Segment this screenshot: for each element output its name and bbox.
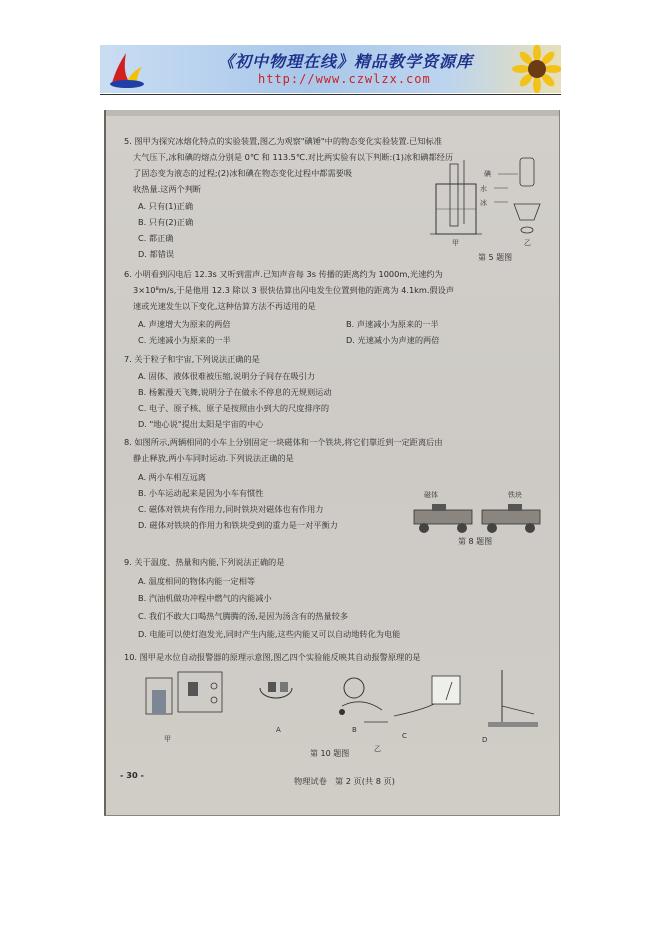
q7-option-b: B. 杨絮漫天飞舞,说明分子在做永不停息的无规则运动: [138, 387, 332, 397]
q7-option-c: C. 电子、原子核、原子是按照由小到大的尺度排序的: [138, 403, 330, 413]
q8-option-d: D. 磁体对铁块的作用力和铁块受到的重力是一对平衡力: [138, 520, 338, 530]
q5-option-d: D. 都错误: [138, 249, 175, 259]
q8-label-iron: 铁块: [508, 491, 522, 499]
q6-line2: 3×10⁸m/s,于是他用 12.3 除以 3 很快估算出闪电发生位置到他的距离为 4.1km.假设声: [133, 285, 455, 295]
q5-label-iodine: 碘: [484, 170, 491, 178]
q5-label-water: 水: [480, 185, 487, 193]
exam-page: [104, 110, 560, 816]
q9-line1: 9. 关于温度、热量和内能,下列说法正确的是: [124, 557, 285, 567]
q5-figure: [422, 154, 562, 254]
q9-option-b: B. 汽油机做功冲程中燃气的内能减小: [138, 593, 272, 603]
q8-label-magnet: 磁体: [424, 491, 438, 499]
q7-line1: 7. 关于粒子和宇宙,下列说法正确的是: [124, 354, 260, 364]
q10-label-yi: 乙: [374, 745, 381, 753]
q8-option-a: A. 两小车相互远离: [138, 472, 206, 482]
q6-option-d: D. 光速减小为声速的两倍: [346, 335, 440, 345]
page-footer-label: 物理试卷 第 2 页(共 8 页): [294, 776, 395, 786]
q9-option-d: D. 电能可以使灯泡发光,同时产生内能,这些内能又可以自动地转化为电能: [138, 629, 401, 639]
banner-url: http://www.czwlzx.com: [258, 72, 431, 86]
q8-line2: 静止释放,两小车同时运动.下列说法正确的是: [133, 453, 294, 463]
site-logo-icon: [106, 49, 148, 89]
q10-figure-caption: 第 10 题图: [310, 749, 350, 758]
q5-line1: 5. 图甲为探究冰熔化特点的实验装置,图乙为观察"碘锤"中的物态变化实验装置.已知标准: [124, 136, 442, 146]
q6-line3: 速或光速发生以下变化,这种估算方法不再适用的是: [133, 301, 316, 311]
q7-option-a: A. 固体、液体很难被压缩,说明分子间存在吸引力: [138, 371, 316, 381]
q9-option-c: C. 我们不敢大口喝热气腾腾的汤,是因为汤含有的热量较多: [138, 611, 349, 621]
q5-option-b: B. 只有(2)正确: [138, 217, 194, 227]
q5-label-ice: 冰: [480, 199, 487, 207]
header-banner: [100, 45, 561, 93]
q10-label-c: C: [402, 732, 407, 740]
q6-option-a: A. 声速增大为原来的两倍: [138, 319, 231, 329]
q10-label-a: A: [276, 726, 281, 734]
q8-option-b: B. 小车运动起来是因为小车有惯性: [138, 488, 264, 498]
q8-option-c: C. 磁体对铁块有作用力,同时铁块对磁体也有作用力: [138, 504, 324, 514]
q5-line4: 收热量.这两个判断: [133, 184, 202, 194]
q5-line3: 了固态变为液态的过程;(2)冰和碘在物态变化过程中都需要吸: [133, 168, 353, 178]
q9-option-a: A. 温度相同的物体内能一定相等: [138, 576, 256, 586]
q8-line1: 8. 如图所示,两辆相同的小车上分别固定一块磁体和一个铁块,将它们靠近到一定距离后由: [124, 437, 443, 447]
q10-label-b: B: [352, 726, 357, 734]
q5-label-yi: 乙: [524, 239, 531, 247]
q8-figure-caption: 第 8 题图: [458, 537, 493, 546]
page-number: - 30 -: [120, 770, 144, 780]
paper-top-edge: [106, 110, 559, 116]
sunflower-icon: [497, 45, 561, 93]
q10-line1: 10. 图甲是水位自动报警器的原理示意图,图乙四个实验能反映其自动报警原理的是: [124, 652, 421, 662]
q10-label-d: D: [482, 736, 488, 744]
q5-option-a: A. 只有(1)正确: [138, 201, 194, 211]
q5-line2: 大气压下,冰和碘的熔点分别是 0℃ 和 113.5℃.对比两实验有以下判断:(1)冰和碘都经历: [133, 152, 454, 162]
q6-option-c: C. 光速减小为原来的一半: [138, 335, 231, 345]
q10-label-jia: 甲: [164, 735, 171, 743]
banner-title: 《初中物理在线》精品教学资源库: [218, 52, 474, 71]
header-rule: [100, 94, 561, 95]
q5-figure-caption: 第 5 题图: [478, 253, 513, 262]
q7-option-d: D. "地心说"提出太阳是宇宙的中心: [138, 419, 264, 429]
q5-option-c: C. 都正确: [138, 233, 174, 243]
q5-label-jia: 甲: [452, 239, 459, 247]
q6-option-b: B. 声速减小为原来的一半: [346, 319, 439, 329]
q6-line1: 6. 小明看到闪电后 12.3s 又听到雷声.已知声音每 3s 传播的距离约为 1000m,光速约为: [124, 269, 443, 279]
